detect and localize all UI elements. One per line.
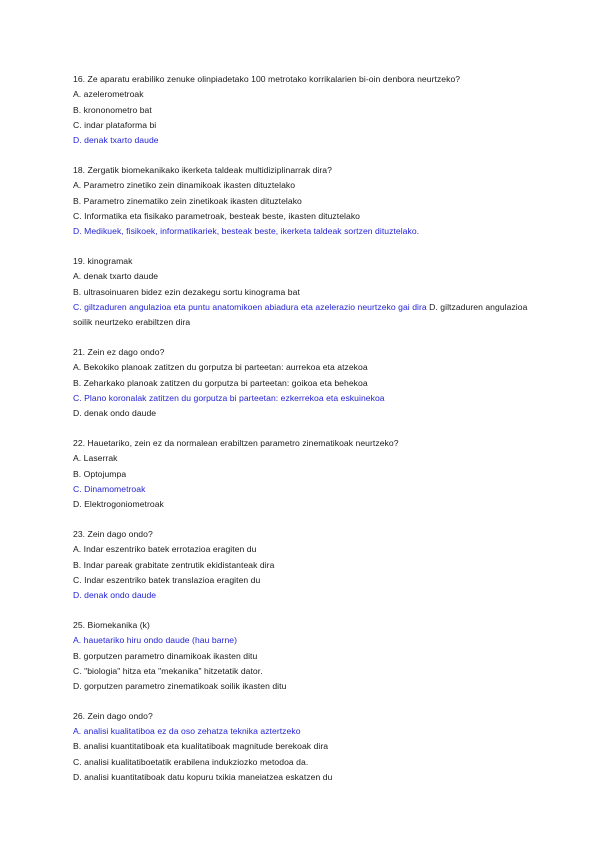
answer-option: B. Parametro zinematiko zein zinetikoak ikasten dituztelako — [73, 195, 302, 206]
question-title: 25. Biomekanika (k) — [73, 619, 150, 630]
answer-option: C. Indar eszentriko batek translazioa eragiten du — [73, 574, 261, 585]
answer-option: C. indar plataforma bi — [73, 119, 157, 130]
question-22 — [73, 436, 543, 512]
answer-option: D. Elektrogoniometroak — [73, 499, 164, 510]
question-16 — [73, 72, 543, 148]
correct-answer-option: D. Medikuek, fisikoek, informatikariek, besteak beste, ikerketa taldeak sortzen dituztelako. — [73, 226, 420, 237]
answer-option: D. denak ondo daude — [73, 408, 157, 419]
answer-option: A. denak txarto daude — [73, 271, 159, 282]
question-19 — [73, 254, 543, 330]
question-title: 18. Zergatik biomekanikako ikerketa taldeak multidiziplinarrak dira? — [73, 164, 332, 175]
question-25 — [73, 618, 543, 694]
question-title: 16. Ze aparatu erabiliko zenuke olinpiadetako 100 metrotako korrikalarien bi-oin denbora neurtzeko? — [73, 74, 461, 84]
answer-option: C. analisi kualitatiboetatik erabilena indukziozko metodoa da. — [73, 756, 309, 767]
answer-option: B. analisi kuantitatiboak eta kualitatiboak magnitude berekoak dira — [73, 741, 329, 752]
answer-option: B. krononometro bat — [73, 104, 152, 115]
answer-option: A. Indar eszentriko batek errotazioa eragiten du — [73, 544, 257, 555]
question-26 — [73, 709, 543, 785]
correct-answer-option: A. analisi kualitatiboa ez da oso zehatza teknika aztertzeko — [73, 726, 301, 737]
answer-option: D. analisi kuantitatiboak datu kopuru txikia maneiatzea eskatzen du — [73, 772, 333, 783]
answer-option: B. ultrasoinuaren bidez ezin dezakegu sortu kinograma bat — [73, 286, 300, 297]
answer-option: D. giltzaduren angulazioa soilik neurtzeko erabiltzen dira — [73, 301, 528, 328]
answer-option: D. gorputzen parametro zinematikoak soilik ikasten ditu — [73, 681, 287, 692]
correct-answer-option: C. Plano koronalak zatitzen du gorputza bi parteetan: ezkerrekoa eta eskuinekoa — [73, 392, 385, 403]
question-title: 23. Zein dago ondo? — [73, 528, 153, 539]
correct-answer-option: A. hauetariko hiru ondo daude (hau barne) — [73, 635, 238, 646]
question-21 — [73, 345, 543, 421]
answer-option: A. azelerometroak — [73, 89, 144, 100]
correct-answer-option: C. giltzaduren angulazioa eta puntu anatomikoen abiadura eta azelerazio neurtzeko gai dira — [73, 301, 427, 312]
question-18 — [73, 163, 543, 239]
answer-option: C. "biologia" hitza eta "mekanika" hitzetatik dator. — [73, 665, 263, 676]
correct-answer-option: C. Dinamometroak — [73, 483, 146, 494]
answer-option: B. gorputzen parametro dinamikoak ikasten ditu — [73, 650, 258, 661]
answer-option: A. Laserrak — [73, 453, 118, 464]
correct-answer-option: D. denak txarto daude — [73, 135, 159, 146]
answer-option-wrapped — [73, 300, 543, 331]
question-23 — [73, 527, 543, 603]
answer-option: B. Optojumpa — [73, 468, 127, 479]
quiz-page — [73, 72, 543, 800]
question-title: 21. Zein ez dago ondo? — [73, 346, 165, 357]
answer-option: A. Bekokiko planoak zatitzen du gorputza bi parteetan: aurrekoa eta atzekoa — [73, 362, 368, 373]
question-title: 19. kinogramak — [73, 255, 133, 266]
answer-option: A. Parametro zinetiko zein dinamikoak ikasten dituztelako — [73, 180, 296, 191]
answer-option: C. Informatika eta fisikako parametroak, besteak beste, ikasten dituztelako — [73, 210, 361, 221]
question-title: 22. Hauetariko, zein ez da normalean erabiltzen parametro zinematikoak neurtzeko? — [73, 437, 399, 448]
answer-option: B. Indar pareak grabitate zentrutik ekidistanteak dira — [73, 559, 275, 570]
answer-option: B. Zeharkako planoak zatitzen du gorputza bi parteetan: goikoa eta behekoa — [73, 377, 368, 388]
correct-answer-option: D. denak ondo daude — [73, 590, 157, 601]
question-title: 26. Zein dago ondo? — [73, 710, 153, 721]
